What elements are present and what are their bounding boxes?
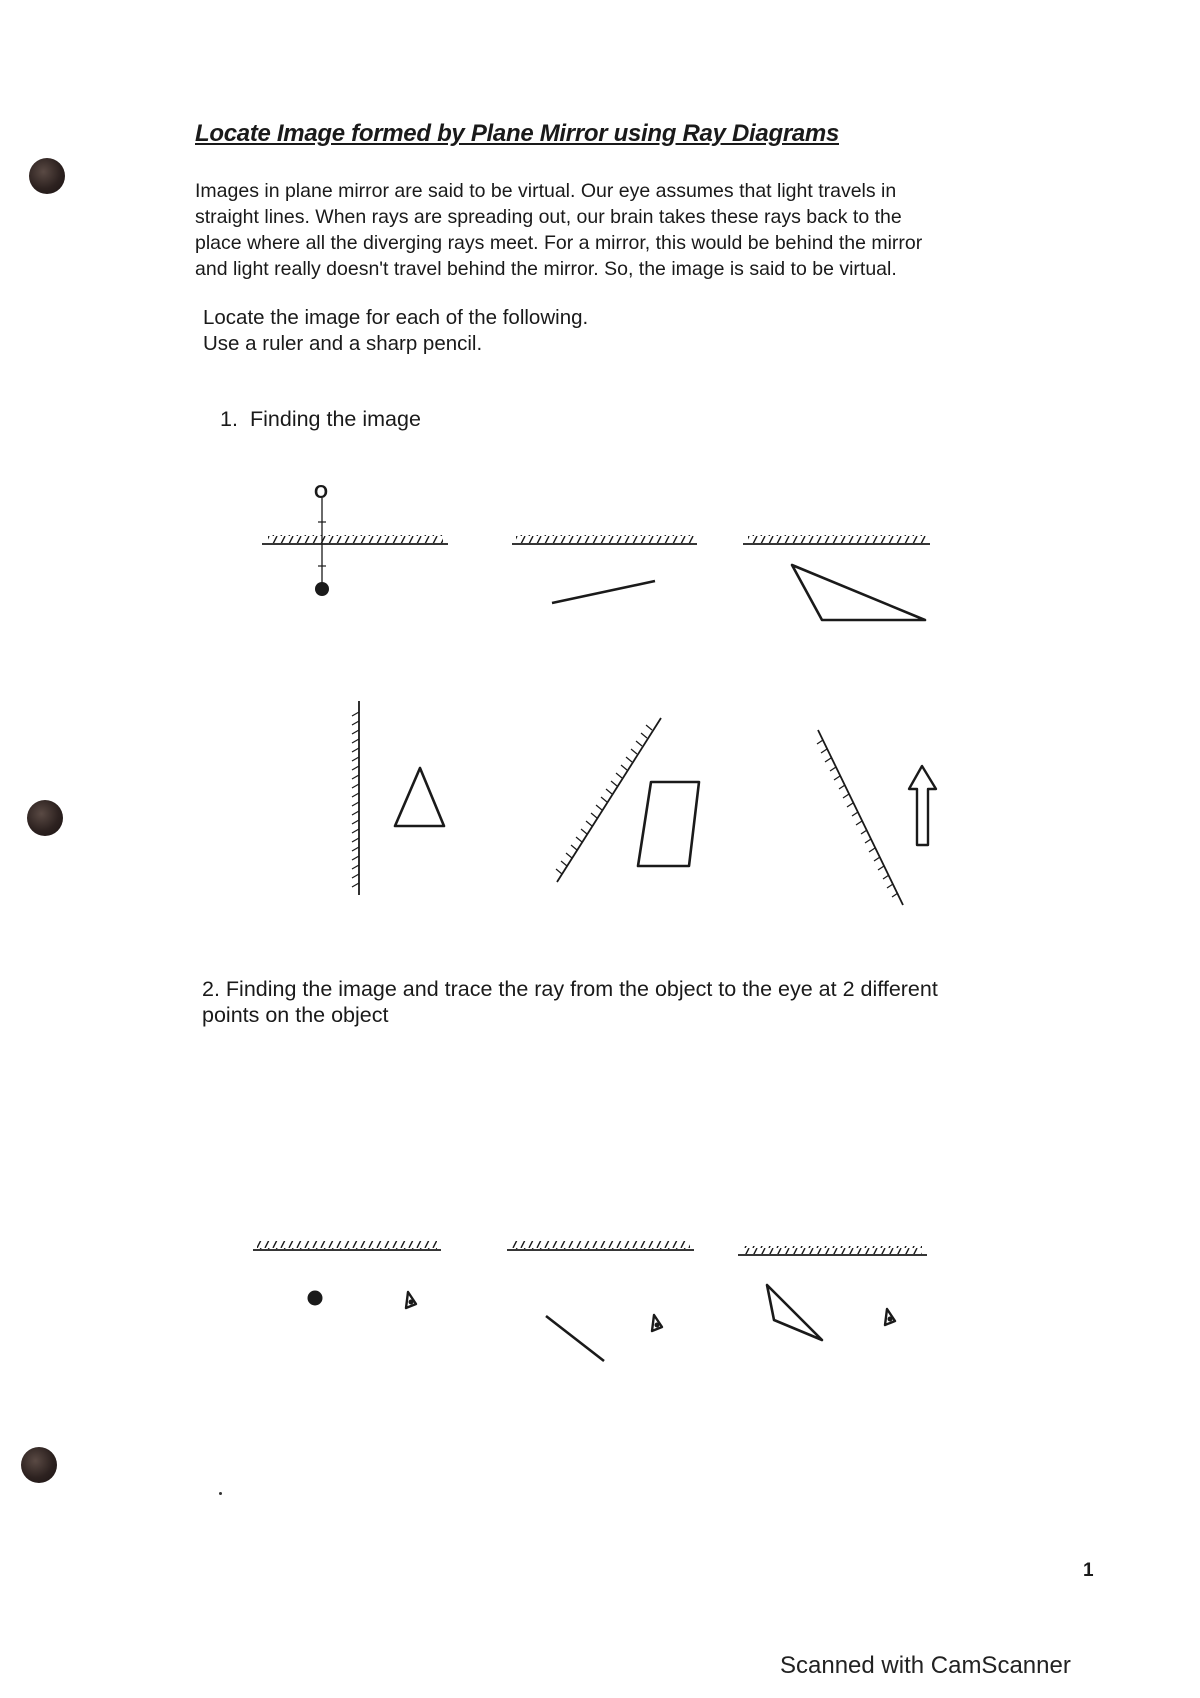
question-1-number: 1. bbox=[220, 407, 238, 431]
q1-diagram-line-object bbox=[512, 535, 697, 603]
page-number: 1 bbox=[1083, 1560, 1094, 1581]
q1-diagram-triangle-object bbox=[743, 535, 930, 620]
question-2-line: points on the object bbox=[202, 1003, 389, 1027]
question-1-text: Finding the image bbox=[250, 407, 421, 431]
eye-icon bbox=[652, 1315, 662, 1331]
q1-diagram-vertical-mirror-triangle bbox=[352, 701, 444, 895]
intro-line: Images in plane mirror are said to be virtual. Our eye assumes that light travels in bbox=[195, 180, 897, 202]
line-object bbox=[546, 1316, 604, 1361]
plane-mirror bbox=[817, 730, 903, 905]
instruction-line: Use a ruler and a sharp pencil. bbox=[203, 332, 483, 355]
q2-diagram-line-object bbox=[507, 1241, 694, 1361]
triangle-object bbox=[792, 565, 925, 620]
point-object bbox=[308, 1291, 323, 1306]
q1-diagram-diagonal-mirror-arrow bbox=[817, 730, 936, 905]
line-object bbox=[552, 581, 655, 603]
eye-icon bbox=[885, 1309, 895, 1325]
page-title: Locate Image formed by Plane Mirror using Ray Diagrams bbox=[195, 120, 839, 147]
plane-mirror bbox=[738, 1246, 927, 1255]
parallelogram-object bbox=[638, 782, 699, 866]
question-2-line: 2. Finding the image and trace the ray from the object to the eye at 2 different bbox=[202, 977, 938, 1001]
q1-diagram-point-object bbox=[262, 482, 448, 596]
plane-mirror bbox=[352, 701, 359, 895]
scanner-watermark: Scanned with CamScanner bbox=[780, 1652, 1071, 1679]
plane-mirror bbox=[507, 1241, 694, 1250]
q2-diagram-point-object bbox=[253, 1241, 441, 1308]
intro-line: straight lines. When rays are spreading out, our brain takes these rays back to the bbox=[195, 206, 902, 228]
intro-line: place where all the diverging rays meet. For a mirror, this would be behind the mirror bbox=[195, 232, 923, 254]
arrow-object bbox=[909, 766, 936, 845]
stray-mark bbox=[219, 1492, 222, 1495]
plane-mirror bbox=[556, 718, 661, 882]
object-label: O bbox=[314, 482, 329, 502]
plane-mirror bbox=[253, 1241, 441, 1250]
triangle-object bbox=[767, 1285, 822, 1340]
instruction-line: Locate the image for each of the following. bbox=[203, 306, 589, 329]
q1-diagram-diagonal-mirror-parallelogram bbox=[556, 718, 699, 882]
q2-diagram-triangle-object bbox=[738, 1246, 927, 1340]
intro-line: and light really doesn't travel behind the mirror. So, the image is said to be virtual. bbox=[195, 258, 897, 280]
image-point bbox=[315, 582, 329, 596]
eye-icon bbox=[406, 1292, 416, 1308]
plane-mirror bbox=[743, 535, 930, 544]
triangle-object bbox=[395, 768, 444, 826]
plane-mirror bbox=[262, 535, 448, 544]
plane-mirror bbox=[512, 535, 697, 544]
